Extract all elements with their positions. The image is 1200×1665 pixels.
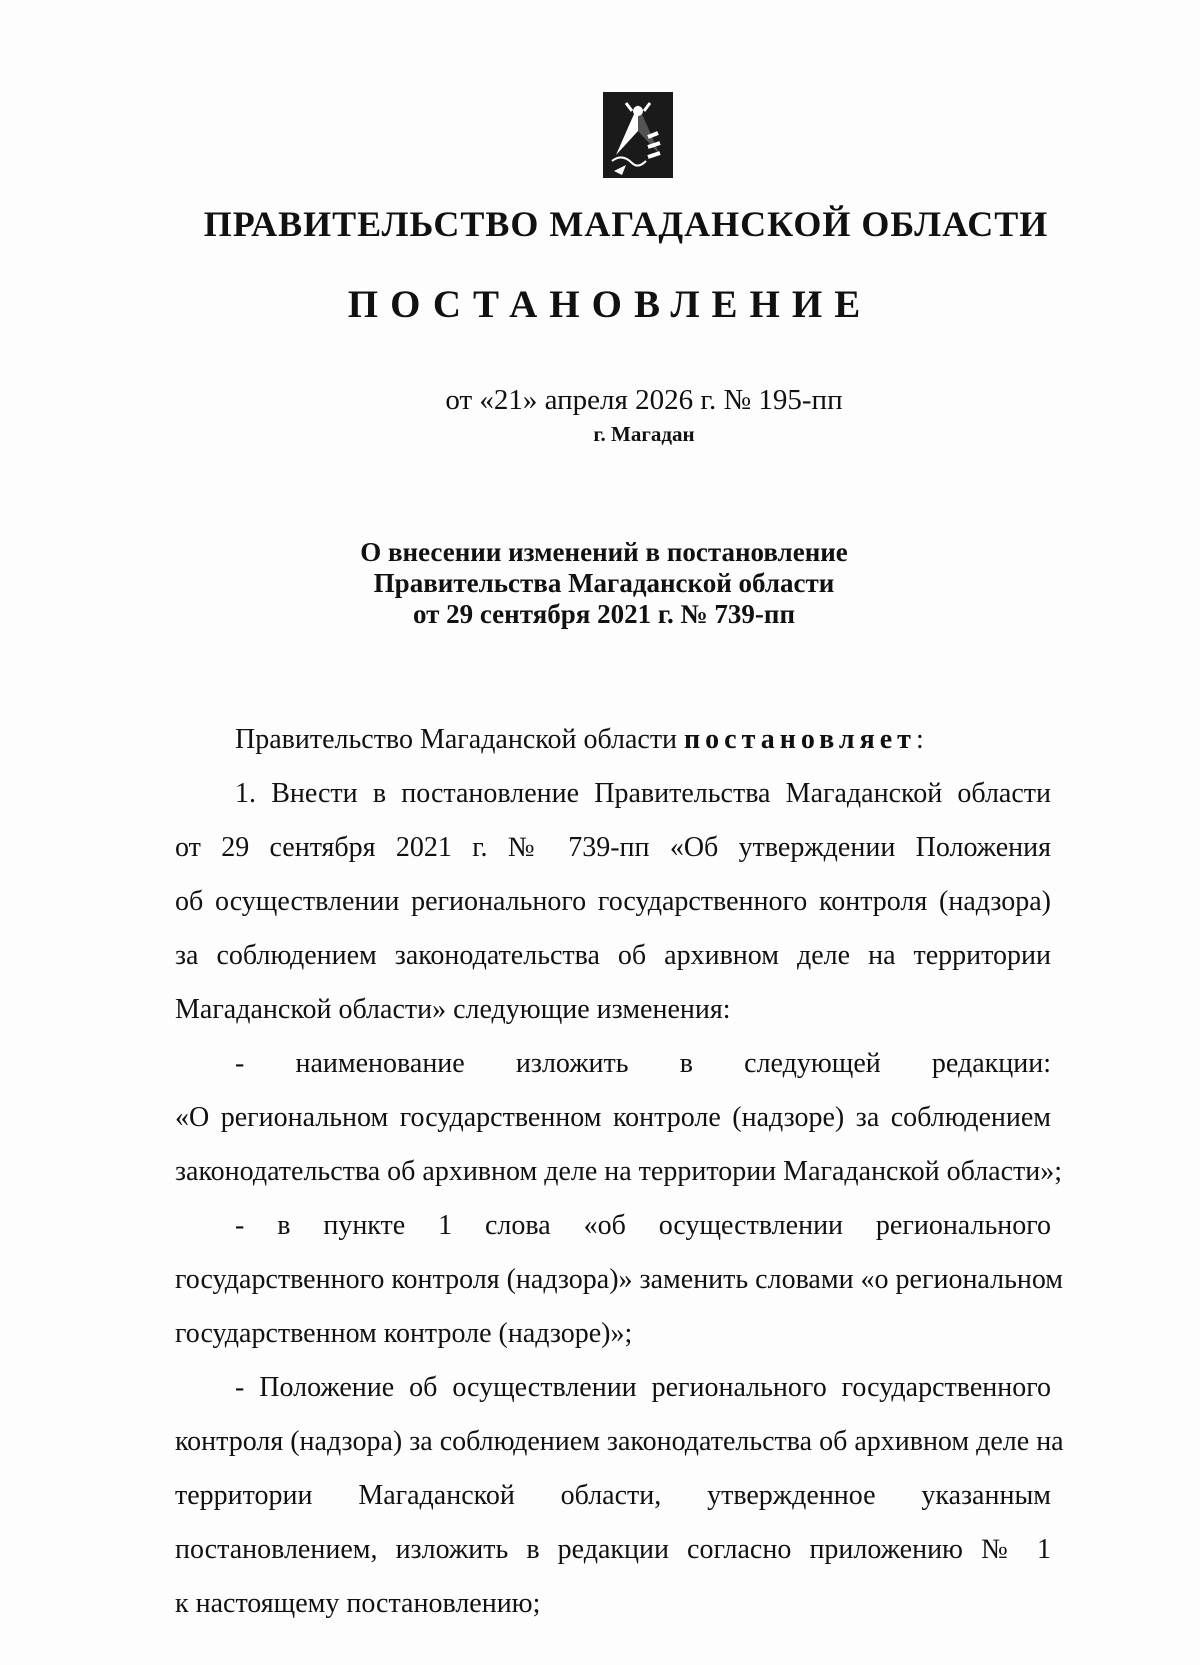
document-date-number: от «21» апреля 2026 г. № 195-пп — [445, 384, 843, 416]
body-line: контроля (надзора) за соблюдением законодательства об архивном деле на — [175, 1426, 1064, 1457]
document-subject — [0, 537, 1200, 630]
preamble — [175, 713, 1051, 767]
body-line: - наименование изложить в следующей редакции: — [235, 1048, 1051, 1079]
body-line: постановлением, изложить в редакции согласно приложению № 1 — [175, 1534, 1051, 1565]
body-line: 1. Внести в постановление Правительства Магаданской области — [235, 778, 1051, 809]
body-line: об осуществлении регионального государственного контроля (надзора) — [175, 886, 1051, 917]
body-line: к настоящему постановлению; — [175, 1588, 541, 1619]
magadan-coat-of-arms-icon — [602, 91, 674, 179]
subject-line: Правительства Магаданской области — [373, 568, 835, 598]
body-line: территории Магаданской области, утвержденное указанным — [175, 1480, 1051, 1511]
preamble-text: Правительство Магаданской области — [235, 724, 685, 755]
document-type-title: ПОСТАНОВЛЕНИЕ — [347, 283, 873, 326]
subject-line: О внесении изменений в постановление — [360, 537, 848, 567]
body-line: за соблюдением законодательства об архивном деле на территории — [175, 940, 1051, 971]
preamble-keyword: постановляет — [684, 724, 916, 755]
body-line: «О региональном государственном контроле (надзоре) за соблюдением — [175, 1102, 1051, 1133]
body-line: государственном контроле (надзоре)»; — [175, 1318, 633, 1349]
body-line: Магаданской области» следующие изменения: — [175, 994, 731, 1025]
preamble-colon: : — [915, 724, 924, 755]
body-line: законодательства об архивном деле на территории Магаданской области»; — [175, 1156, 1063, 1187]
body-line: - Положение об осуществлении регионального государственного — [235, 1372, 1051, 1403]
body-line: - в пункте 1 слова «об осуществлении регионального — [235, 1210, 1051, 1241]
document-body — [175, 713, 1064, 1631]
body-line: государственного контроля (надзора)» заменить словами «о региональном — [175, 1264, 1064, 1295]
subject-line: от 29 сентября 2021 г. № 739-пп — [412, 599, 796, 629]
body-line: от 29 сентября 2021 г. № 739-пп «Об утверждении Положения — [175, 832, 1051, 863]
organization-title: ПРАВИТЕЛЬСТВО МАГАДАНСКОЙ ОБЛАСТИ — [203, 204, 1049, 244]
document-city: г. Магадан — [593, 422, 695, 446]
